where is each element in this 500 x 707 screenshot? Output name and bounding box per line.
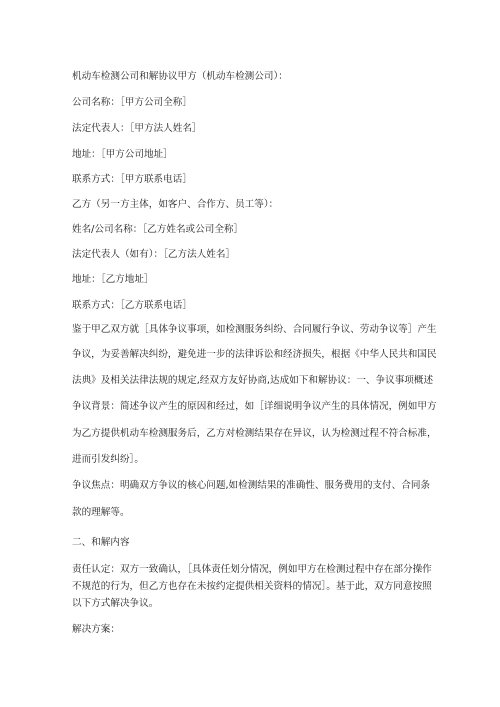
party-a-address: 地址：［甲方公司地址］ [72, 149, 173, 160]
solution-heading: 解决方案： [72, 624, 120, 635]
party-b-name: 姓名/公司名称：［乙方姓名或公司全称］ [72, 224, 244, 235]
party-a-contact: 联系方式：［甲方联系电话］ [72, 174, 192, 185]
dispute-focus-line: 争议焦点：明确双方争议的核心问题,如检测结果的准确性、服务费用的支付、合同条 [72, 480, 431, 491]
party-a-legal-representative: 法定代表人：［甲方法人姓名］ [72, 123, 202, 134]
dispute-focus-line: 款的理解等。 [72, 507, 130, 518]
liability-line: 以下方式解决争议。 [72, 598, 159, 609]
party-b-heading: 乙方（另一方主体，如客户、合作方、员工等）： [72, 199, 279, 210]
preamble-line: 鉴于甲乙双方就［具体争议事项，如检测服务纠纷、合同履行争议、劳动争议等］产生 [72, 324, 437, 335]
party-a-heading: 机动车检测公司和解协议甲方（机动车检测公司）： [72, 71, 288, 82]
party-b-contact: 联系方式：［乙方联系电话］ [72, 300, 192, 311]
liability-line: 不规范的行为，但乙方也存在未按约定提供相关资料的情况］。基于此，双方同意按照 [72, 581, 432, 592]
preamble-line: 为乙方提供机动车检测服务后，乙方对检测结果存在异议，认为检测过程不符合标准， [72, 428, 437, 439]
party-a-company-name: 公司名称：［甲方公司全称］ [72, 97, 192, 108]
preamble-line: 争议，为妥善解决纠纷，避免进一步的法律诉讼和经济损失，根据《中华人民共和国民 [72, 349, 437, 360]
liability-line: 责任认定：双方一致确认，［具体责任划分情况，例如甲方在检测过程中存在部分操作 [72, 564, 432, 575]
party-b-legal-representative: 法定代表人（如有）：［乙方法人姓名］ [72, 249, 236, 260]
preamble-line: 进而引发纠纷］。 [72, 454, 144, 465]
preamble-line: 争议背景：简述争议产生的原因和经过，如［详细说明争议产生的具体情况，例如甲方 [72, 401, 437, 412]
preamble-line: 法典》及相关法律法规的规定,经双方友好协商,达成如下和解协议：一、争议事项概述 [72, 375, 434, 386]
section-two-heading: 二、和解内容 [72, 537, 130, 548]
party-b-address: 地址：［乙方地址］ [72, 274, 154, 285]
